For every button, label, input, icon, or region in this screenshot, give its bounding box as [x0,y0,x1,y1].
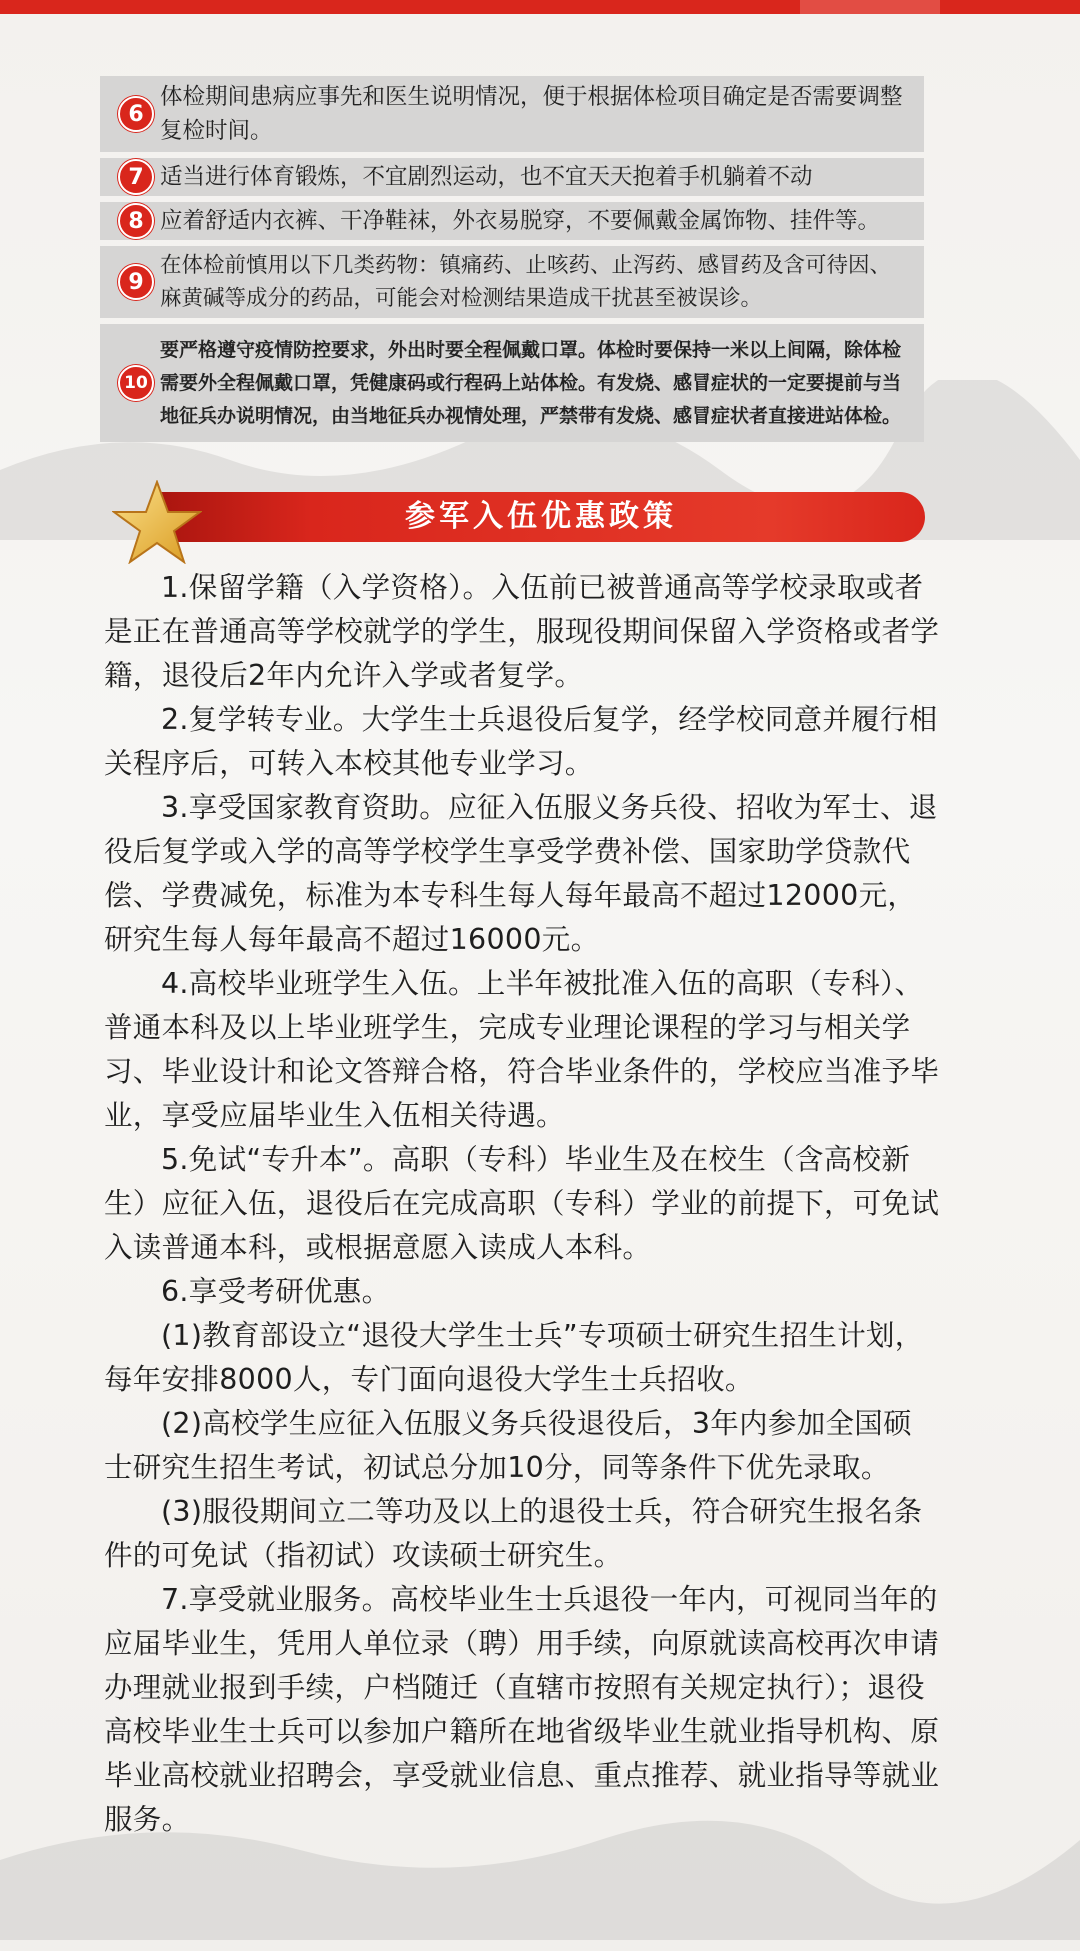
notice-text: 在体检前慎用以下几类药物：镇痛药、止咳药、止泻药、感冒药及含可待因、麻黄碱等成分的药品，可能会对检测结果造成干扰甚至被误诊。 [160,253,892,311]
policy-paragraph: 5.免试“专升本”。高职（专科）毕业生及在校生（含高校新生）应征入伍，退役后在完成高职（专科）学业的前提下，可免试入读普通本科，或根据意愿入读成人本科。 [104,1143,940,1264]
policy-text [104,566,940,1842]
section-header [112,480,912,550]
notice-list [100,76,924,448]
number-badge: 10 [118,365,154,401]
policy-paragraph: 2.复学转专业。大学生士兵退役后复学，经学校同意并履行相关程序后，可转入本校其他专业学习。 [104,703,938,780]
policy-paragraph: (2)高校学生应征入伍服义务兵役退役后，3年内参加全国硕士研究生招生考试，初试总分加10分，同等条件下优先录取。 [104,1407,912,1484]
policy-paragraph: 6.享受考研优惠。 [161,1275,391,1308]
section-title: 参军入伍优惠政策 [405,499,677,534]
policy-paragraph: (1)教育部设立“退役大学生士兵”专项硕士研究生招生计划，每年安排8000人，专门面向退役大学生士兵招收。 [104,1319,924,1396]
notice-text: 适当进行体育锻炼，不宜剧烈运动，也不宜天天抱着手机躺着不动 [160,164,813,190]
notice-text: 体检期间患病应事先和医生说明情况，便于根据体检项目确定是否需要调整复检时间。 [160,84,903,144]
notice-item [100,158,924,196]
top-decoration [800,0,940,14]
policy-paragraph: 4.高校毕业班学生入伍。上半年被批准入伍的高职（专科）、普通本科及以上毕业班学生，完成专业理论课程的学习与相关学习、毕业设计和论文答辩合格，符合毕业条件的，学校应当准予毕业，享受应届毕业生入伍相关待遇。 [104,967,940,1132]
policy-paragraph: (3)服役期间立二等功及以上的退役士兵，符合研究生报名条件的可免试（指初试）攻读硕士研究生。 [104,1495,923,1572]
notice-item [100,202,924,240]
notice-text: 应着舒适内衣裤、干净鞋袜，外衣易脱穿，不要佩戴金属饰物、挂件等。 [160,208,881,234]
policy-paragraph: 7.享受就业服务。高校毕业生士兵退役一年内，可视同当年的应届毕业生，凭用人单位录（聘）用手续，向原就读高校再次申请办理就业报到手续，户档随迁（直辖市按照有关规定执行）；退役高校毕业生士兵可以参加户籍所在地省级毕业生就业指导机构、原毕业高校就业招聘会，享受就业信息、重点推荐、就业指导等就业服务。 [104,1583,940,1836]
number-badge: 8 [118,203,154,239]
policy-paragraph: 1.保留学籍（入学资格）。入伍前已被普通高等学校录取或者是正在普通高等学校就学的学生，服现役期间保留入学资格或者学籍，退役后2年内允许入学或者复学。 [104,571,940,692]
notice-item [100,246,924,318]
policy-paragraph: 3.享受国家教育资助。应征入伍服义务兵役、招收为军士、退役后复学或入学的高等学校学生享受学费补偿、国家助学贷款代偿、学费减免，标准为本专科生每人每年最高不超过12000元，研究生每人每年最高不超过16000元。 [104,791,938,956]
number-badge: 6 [118,96,154,132]
number-badge: 7 [118,159,154,195]
number-badge: 9 [118,264,154,300]
notice-item [100,324,924,442]
notice-text: 要严格遵守疫情防控要求，外出时要全程佩戴口罩。体检时要保持一米以上间隔，除体检需要外全程佩戴口罩，凭健康码或行程码上站体检。有发烧、感冒症状的一定要提前与当地征兵办说明情况，由当地征兵办视情处理，严禁带有发烧、感冒症状者直接进站体检。 [160,338,902,427]
notice-item [100,76,924,152]
